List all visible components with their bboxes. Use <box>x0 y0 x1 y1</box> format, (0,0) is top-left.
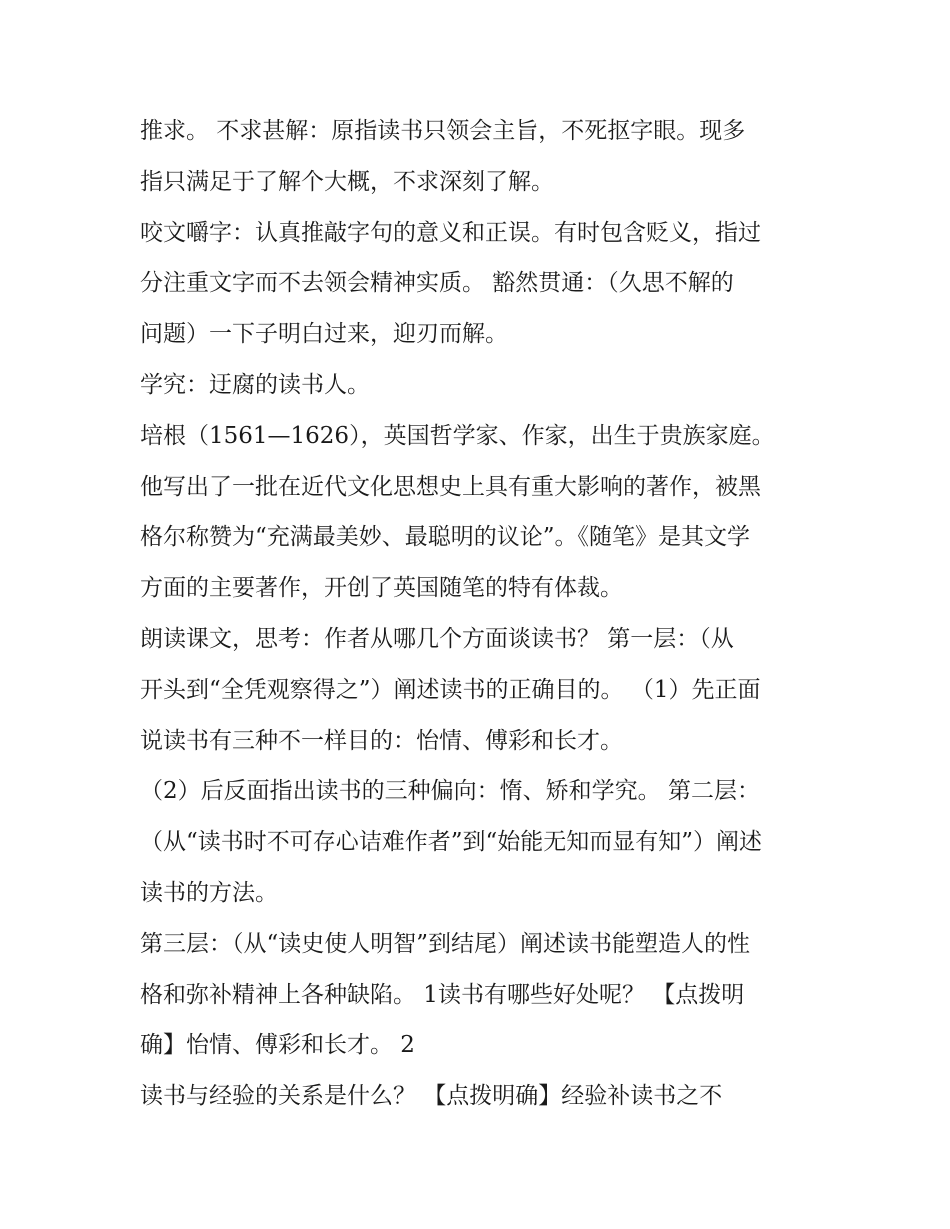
text-line: 推求。 不求甚解：原指读书只领会主旨，不死抠字眼。现多 <box>140 118 746 144</box>
text-line: 确】怡情、傅彩和长才。 2 <box>140 1032 415 1059</box>
text-line: 读书与经验的关系是什么？ 【点拨明确】经验补读书之不 <box>140 1083 723 1110</box>
text-line: （2）后反面指出读书的三种偏向：惰、矫和学究。 第二层： <box>140 778 760 805</box>
text-line: 读书的方法。 <box>140 879 278 906</box>
text-line: 朗读课文，思考：作者从哪几个方面谈读书？ 第一层：（从 <box>140 625 734 652</box>
text-line: （从“读书时不可存心诘难作者”到“始能无知而显有知”）阐述 <box>140 829 763 856</box>
text-line: 分注重文字而不去领会精神实质。 豁然贯通：（久思不解的 <box>140 270 734 297</box>
text-line: 格尔称赞为“充满最美妙、最聪明的议论”。《随笔》是其文学 <box>140 524 751 551</box>
text-line: 开头到“全凭观察得之”）阐述读书的正确目的。 （1）先正面 <box>140 676 761 703</box>
text-line: 咬文嚼字：认真推敲字句的意义和正误。有时包含贬义，指过 <box>140 219 761 246</box>
text-line: 他写出了一批在近代文化思想史上具有重大影响的著作，被黑 <box>140 473 761 500</box>
text-line: 学究：迂腐的读书人。 <box>140 371 370 398</box>
text-line: 培根（1561—1626），英国哲学家、作家，出生于贵族家庭。 <box>140 422 775 449</box>
text-line: 方面的主要著作，开创了英国随笔的特有体裁。 <box>140 575 623 602</box>
text-line: 格和弥补精神上各种缺陷。 1读书有哪些好处呢？ 【点拨明 <box>140 981 745 1008</box>
document-body <box>140 106 820 1122</box>
text-line: 问题）一下子明白过来，迎刃而解。 <box>140 321 508 348</box>
text-line: 指只满足于了解个大概，不求深刻了解。 <box>140 168 554 195</box>
text-line: 说读书有三种不一样目的：怡情、傅彩和长才。 <box>140 727 623 754</box>
text-line: 第三层：（从“读史使人明智”到结尾）阐述读书能塑造人的性 <box>140 930 751 957</box>
